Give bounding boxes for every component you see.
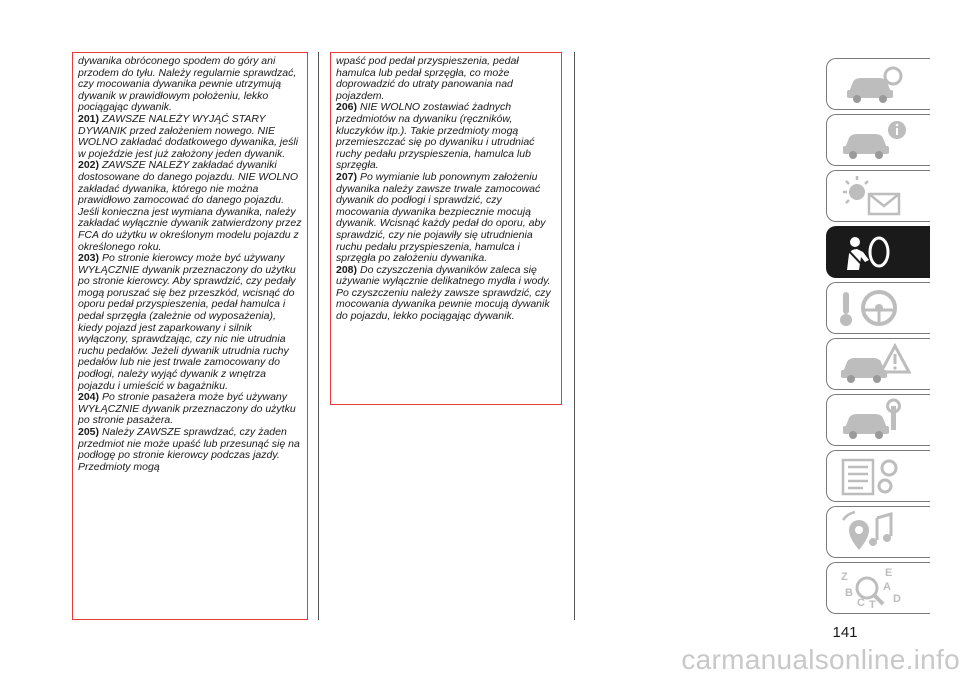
warning-item-204 (78, 392, 302, 427)
car-info-icon (835, 118, 915, 162)
warning-box-left (72, 52, 308, 620)
item-number: 208) (336, 263, 358, 276)
index-icon (835, 566, 915, 610)
index-letter: Z (841, 571, 848, 583)
car-emergency-icon (835, 342, 915, 386)
tab-index[interactable] (826, 562, 930, 614)
item-number: 206) (336, 101, 358, 114)
technical-data-icon (835, 454, 915, 498)
item-text: NIE WOLNO zostawiać żadnych przedmiotów na dywaniku (ręczników, kluczyków itp.). Takie przedmioty mogą przemieszczać się po dywaniku i utrudniać ruchy pedału przyspieszenia, hamulca lub sprzęgła. (336, 101, 535, 172)
item-text: Po wymianie lub ponownym założeniu dywanika należy zawsze trwale zamocować dywanik do podłogi i sprawdzić, czy mocowania dywanika bezpiecznie mocują dywanik. Wcisnąć każdy pedał do oporu, aby sprawdzić, czy nie pojawiły się utrudnienia ruchu pedału przyspieszenia, hamulca i sprzęgła po założeniu dywanika. (336, 170, 546, 265)
tab-airbag-safety[interactable] (826, 226, 930, 278)
car-maintenance-icon (835, 398, 915, 442)
car-search-icon (835, 62, 915, 106)
tab-car-emergency[interactable] (826, 338, 930, 390)
index-letter: D (893, 593, 901, 605)
warning-item-207 (336, 172, 556, 265)
tab-technical-data[interactable] (826, 450, 930, 502)
item-text: Należy ZAWSZE sprawdzać, czy żaden przedmiot nie może upaść lub przesunąć się na podłogę po stronie kierowcy podczas jazdy. Przedmioty mogą (78, 426, 300, 473)
warning-item-206 (336, 102, 556, 172)
warning-item-203 (78, 253, 302, 392)
column-divider-right (574, 52, 575, 620)
item-text: ZAWSZE NALEŻY zakładać dywaniki dostosowane do danego pojazdu. NIE WOLNO zakładać dywanika, którego nie można prawidłowo zamocować do danego pojazdu. Jeśli konieczna jest wymiana dywanika, należy zakładać wyłącznie dywanik zatwierdzony przez FCA do użytku w określonym modelu pojazdu z określonego roku. (78, 159, 302, 253)
watermark: carmanualsonline.info (681, 644, 960, 675)
warning-item-205 (78, 427, 302, 473)
item-text: Po stronie kierowcy może być używany WYŁĄCZNIE dywanik przeznaczony do użytku po stronie kierowcy. Aby sprawdzić, czy pedały mogą poruszać się bez przeszkód, wcisnąć do oporu pedał przyspieszenia, pedał hamulca i pedał sprzęgła (zależnie od wyposażenia), kiedy pojazd jest zaparkowany i silnik wyłączony, sprawdzając, czy nic nie utrudnia ruchu pedałów. Jeżeli dywanik utrudnia ruchy pedałów lub nie jest trwale zamocowany do podłogi, należy wyjąć dywanik z wnętrza pojazdu i umieścić w bagażniku. (78, 252, 296, 392)
warning-box-right (330, 52, 562, 405)
paragraph-intro: dywanika obróconego spodem do góry ani przodem do tyłu. Należy regularnie sprawdzać, czy mocowania dywanika pewnie utrzymują dywanik w prawidłowym położeniu, lekko pociągając dywanik. (78, 55, 297, 114)
item-text: ZAWSZE NALEŻY WYJĄĆ STARY DYWANIK przed założeniem nowego. NIE WOLNO zakładać dodatkowego dywanika, jeśli w pojeździe jest już założony jeden dywanik. (78, 112, 299, 160)
tab-car-maintenance[interactable] (826, 394, 930, 446)
warning-item-208 (336, 265, 556, 323)
item-number: 205) (78, 426, 100, 438)
item-number: 203) (78, 252, 100, 265)
index-letter: A (883, 581, 891, 593)
warning-lights-icon (835, 174, 915, 218)
item-number: 204) (78, 391, 100, 404)
item-number: 207) (336, 170, 358, 183)
item-number: 201) (78, 112, 100, 125)
airbag-safety-icon (835, 230, 915, 274)
page-number: 141 (832, 624, 858, 641)
paragraph-intro: wpaść pod pedał przyspieszenia, pedał hamulca lub pedał sprzęgła, co może doprowadzić do utraty panowania nad pojazdem. (336, 55, 519, 102)
index-letter: B (845, 587, 853, 599)
tab-multimedia[interactable] (826, 506, 930, 558)
index-letter: T (869, 599, 876, 610)
warning-item-202 (78, 160, 302, 253)
tab-warning-lights[interactable] (826, 170, 930, 222)
index-letter: E (885, 567, 893, 579)
column-divider-left (318, 52, 319, 620)
item-text: Po stronie pasażera może być używany WYŁĄCZNIE dywanik przeznaczony do użytku po stronie pasażera. (78, 391, 296, 427)
tab-car-search[interactable] (826, 58, 930, 110)
multimedia-icon (835, 510, 915, 554)
item-number: 202) (78, 159, 100, 172)
steering-wheel-icon (835, 286, 915, 330)
item-text: Do czyszczenia dywaników zaleca się używanie wyłącznie delikatnego mydła i wody. Po czyszczeniu należy zawsze sprawdzić, czy mocowania dywanika pewnie mocują dywanik do pojazdu, lekko pociągając dywanik. (336, 263, 551, 323)
tab-car-info[interactable] (826, 114, 930, 166)
index-letter: C (857, 597, 865, 609)
tab-steering-wheel[interactable] (826, 282, 930, 334)
warning-item-201 (78, 114, 302, 160)
